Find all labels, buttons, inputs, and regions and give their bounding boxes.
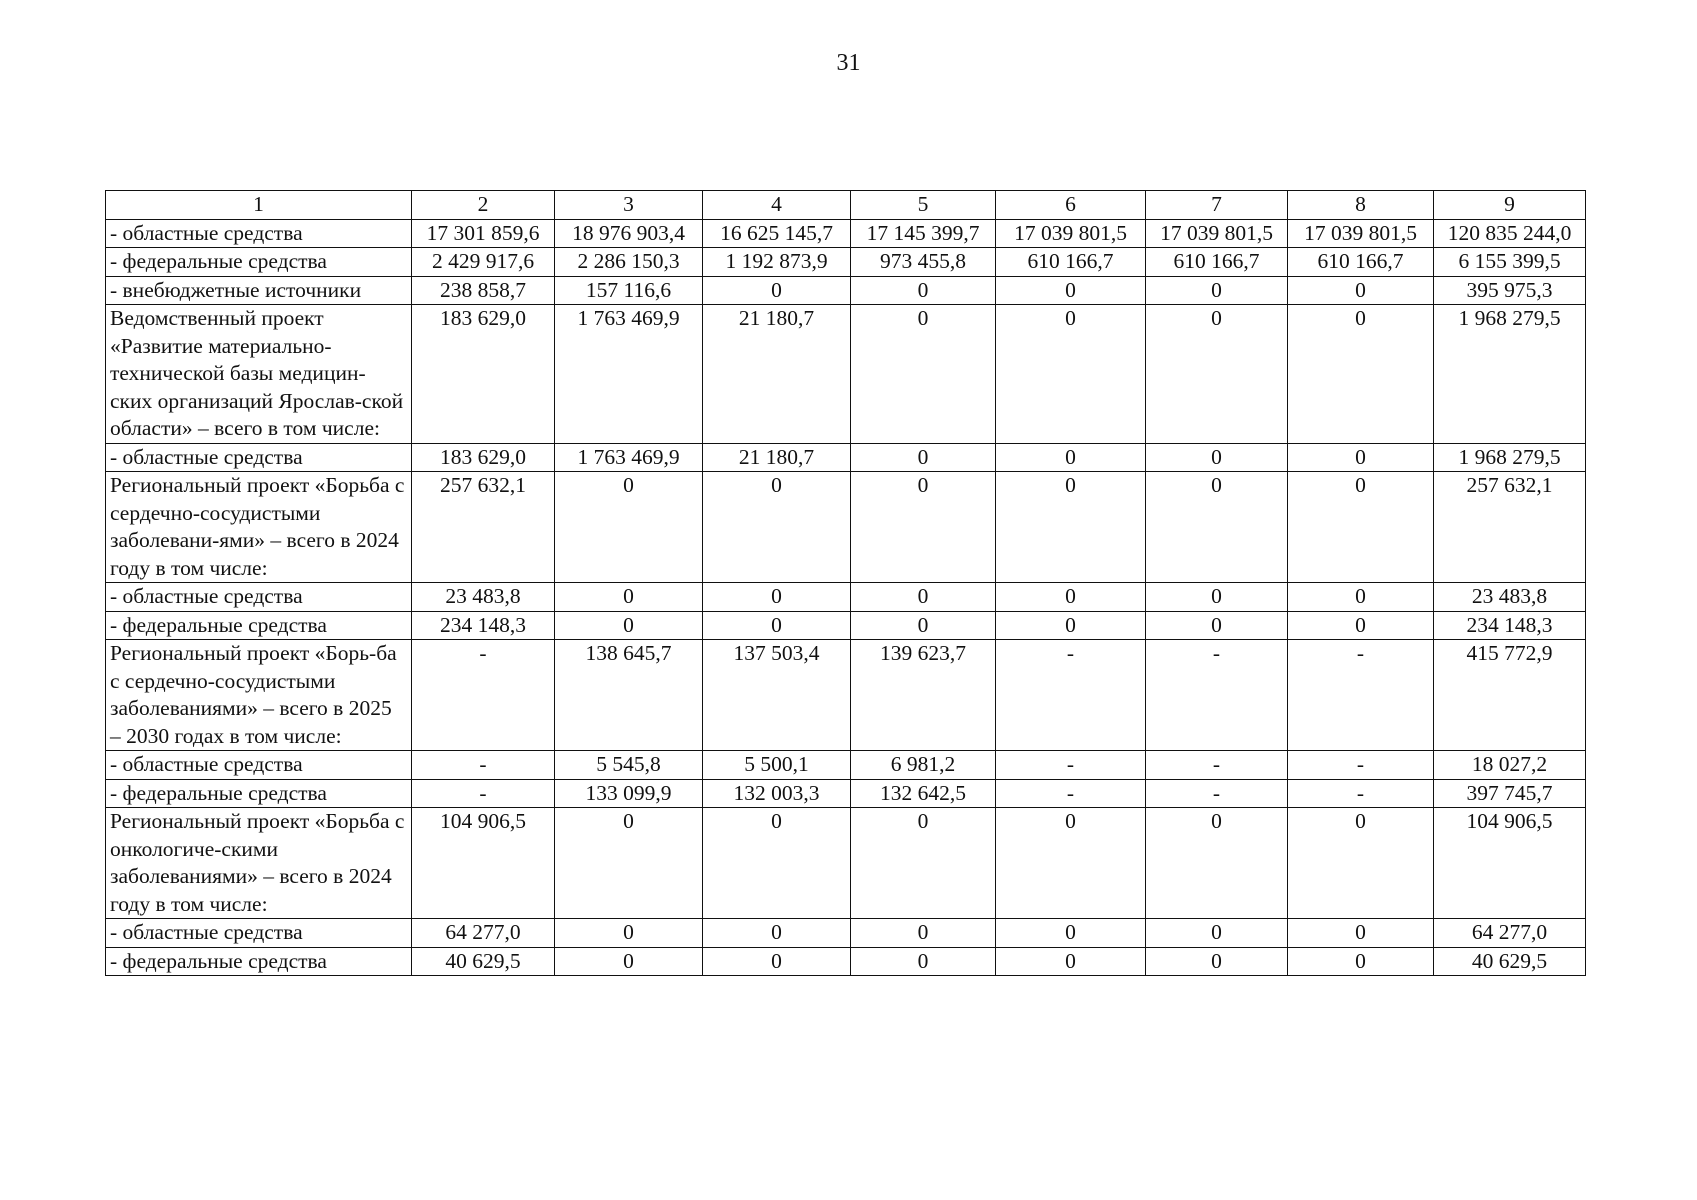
table-cell: 0 xyxy=(1288,472,1434,583)
table-cell: 257 632,1 xyxy=(1434,472,1586,583)
table-row xyxy=(106,611,1586,640)
table-row xyxy=(106,443,1586,472)
table-cell: 415 772,9 xyxy=(1434,640,1586,751)
table-cell: 23 483,8 xyxy=(412,583,555,612)
table-cell: 40 629,5 xyxy=(1434,947,1586,976)
row-label: - областные средства xyxy=(106,583,412,612)
table-cell: 0 xyxy=(703,611,851,640)
column-header: 2 xyxy=(412,191,555,220)
table-cell: 234 148,3 xyxy=(1434,611,1586,640)
table-header-row xyxy=(106,191,1586,220)
table-cell: 0 xyxy=(555,947,703,976)
table-cell: 0 xyxy=(703,472,851,583)
table-row xyxy=(106,305,1586,444)
table-cell: 234 148,3 xyxy=(412,611,555,640)
table-cell: 0 xyxy=(851,583,996,612)
table-cell: 21 180,7 xyxy=(703,443,851,472)
row-label: - федеральные средства xyxy=(106,248,412,277)
table-cell: 0 xyxy=(851,947,996,976)
table-cell: 132 642,5 xyxy=(851,779,996,808)
row-label: Региональный проект «Борьба с онкологиче-скими заболеваниями» – всего в 2024 году в том числе: xyxy=(106,808,412,919)
table-cell: 0 xyxy=(555,919,703,948)
table-cell: 395 975,3 xyxy=(1434,276,1586,305)
table-cell: 21 180,7 xyxy=(703,305,851,444)
table-row xyxy=(106,276,1586,305)
table-cell: 0 xyxy=(996,472,1146,583)
table-cell: 0 xyxy=(555,472,703,583)
table-cell: 0 xyxy=(996,305,1146,444)
row-label: - федеральные средства xyxy=(106,947,412,976)
table-cell: 6 981,2 xyxy=(851,751,996,780)
table-cell: 104 906,5 xyxy=(412,808,555,919)
table-cell: 17 145 399,7 xyxy=(851,219,996,248)
table-cell: 0 xyxy=(1288,919,1434,948)
row-label: - областные средства xyxy=(106,919,412,948)
row-label: - федеральные средства xyxy=(106,779,412,808)
table-cell: 1 763 469,9 xyxy=(555,305,703,444)
row-label: - федеральные средства xyxy=(106,611,412,640)
table-cell: 2 286 150,3 xyxy=(555,248,703,277)
table-cell: - xyxy=(996,779,1146,808)
table-cell: 0 xyxy=(996,276,1146,305)
table-cell: 1 763 469,9 xyxy=(555,443,703,472)
table-row xyxy=(106,779,1586,808)
row-label: - внебюджетные источники xyxy=(106,276,412,305)
table-cell: 0 xyxy=(996,443,1146,472)
table-cell: 0 xyxy=(555,808,703,919)
table-cell: 17 301 859,6 xyxy=(412,219,555,248)
table-cell: 64 277,0 xyxy=(412,919,555,948)
table-cell: 0 xyxy=(1288,305,1434,444)
table-cell: 1 968 279,5 xyxy=(1434,305,1586,444)
table-cell: 139 623,7 xyxy=(851,640,996,751)
table-cell: 0 xyxy=(996,808,1146,919)
table-cell: 0 xyxy=(703,808,851,919)
table-row xyxy=(106,808,1586,919)
table-cell: 0 xyxy=(1146,611,1288,640)
table-cell: 0 xyxy=(703,276,851,305)
table-cell: 0 xyxy=(1288,947,1434,976)
column-header: 6 xyxy=(996,191,1146,220)
table-cell: 238 858,7 xyxy=(412,276,555,305)
column-header: 3 xyxy=(555,191,703,220)
table-cell: 18 027,2 xyxy=(1434,751,1586,780)
table-cell: 183 629,0 xyxy=(412,443,555,472)
table-cell: 120 835 244,0 xyxy=(1434,219,1586,248)
table-cell: 5 500,1 xyxy=(703,751,851,780)
table-cell: 17 039 801,5 xyxy=(996,219,1146,248)
table-cell: 0 xyxy=(1146,808,1288,919)
table-cell: 16 625 145,7 xyxy=(703,219,851,248)
row-label: Региональный проект «Борьба с сердечно-сосудистыми заболевани-ями» – всего в 2024 году в том числе: xyxy=(106,472,412,583)
table-cell: 0 xyxy=(996,611,1146,640)
table-cell: 183 629,0 xyxy=(412,305,555,444)
table-cell: 0 xyxy=(555,583,703,612)
table-row xyxy=(106,248,1586,277)
table-cell: 40 629,5 xyxy=(412,947,555,976)
table-cell: 0 xyxy=(1288,443,1434,472)
table-cell: 0 xyxy=(703,583,851,612)
table-row xyxy=(106,751,1586,780)
table-cell: 0 xyxy=(703,919,851,948)
table-cell: - xyxy=(996,751,1146,780)
table-cell: - xyxy=(1288,751,1434,780)
table-cell: 0 xyxy=(1288,611,1434,640)
table-cell: 0 xyxy=(1146,276,1288,305)
table-cell: 0 xyxy=(851,611,996,640)
row-label: Региональный проект «Борь-ба с сердечно-сосудистыми заболеваниями» – всего в 2025 – 2030 годах в том числе: xyxy=(106,640,412,751)
table-cell: 0 xyxy=(851,276,996,305)
table-cell: - xyxy=(1146,779,1288,808)
table-cell: 157 116,6 xyxy=(555,276,703,305)
column-header: 7 xyxy=(1146,191,1288,220)
table-cell: 64 277,0 xyxy=(1434,919,1586,948)
table-cell: 0 xyxy=(996,919,1146,948)
table-cell: 610 166,7 xyxy=(996,248,1146,277)
table-cell: 0 xyxy=(851,472,996,583)
table-cell: 610 166,7 xyxy=(1288,248,1434,277)
column-header: 5 xyxy=(851,191,996,220)
table-cell: 2 429 917,6 xyxy=(412,248,555,277)
table-row xyxy=(106,583,1586,612)
table-cell: - xyxy=(1146,751,1288,780)
table-cell: 18 976 903,4 xyxy=(555,219,703,248)
budget-table xyxy=(105,190,1586,976)
table-row xyxy=(106,947,1586,976)
table-cell: 0 xyxy=(996,947,1146,976)
table-row xyxy=(106,219,1586,248)
table-cell: 0 xyxy=(703,947,851,976)
table-cell: 0 xyxy=(851,443,996,472)
table-cell: 397 745,7 xyxy=(1434,779,1586,808)
table-cell: - xyxy=(1288,640,1434,751)
table-cell: - xyxy=(1146,640,1288,751)
column-header: 4 xyxy=(703,191,851,220)
table-cell: - xyxy=(412,779,555,808)
table-cell: 5 545,8 xyxy=(555,751,703,780)
table-cell: 0 xyxy=(1146,583,1288,612)
column-header: 1 xyxy=(106,191,412,220)
table-cell: 17 039 801,5 xyxy=(1288,219,1434,248)
table-cell: 1 968 279,5 xyxy=(1434,443,1586,472)
table-cell: 257 632,1 xyxy=(412,472,555,583)
table-cell: - xyxy=(412,640,555,751)
table-cell: - xyxy=(412,751,555,780)
column-header: 8 xyxy=(1288,191,1434,220)
table-cell: 137 503,4 xyxy=(703,640,851,751)
table-cell: 6 155 399,5 xyxy=(1434,248,1586,277)
table-cell: 0 xyxy=(1146,919,1288,948)
page-number: 31 xyxy=(836,50,861,76)
table-cell: 973 455,8 xyxy=(851,248,996,277)
table-row xyxy=(106,640,1586,751)
table-cell: 133 099,9 xyxy=(555,779,703,808)
table-cell: 0 xyxy=(851,808,996,919)
table-cell: 0 xyxy=(1288,276,1434,305)
table-cell: - xyxy=(1288,779,1434,808)
table-cell: 0 xyxy=(1146,947,1288,976)
table-cell: 0 xyxy=(851,919,996,948)
table-cell: 1 192 873,9 xyxy=(703,248,851,277)
table-cell: 0 xyxy=(996,583,1146,612)
table-row xyxy=(106,472,1586,583)
table-cell: 0 xyxy=(1146,472,1288,583)
row-label: - областные средства xyxy=(106,751,412,780)
column-header: 9 xyxy=(1434,191,1586,220)
table-cell: - xyxy=(996,640,1146,751)
table-cell: 0 xyxy=(1288,583,1434,612)
table-cell: 610 166,7 xyxy=(1146,248,1288,277)
row-label: - областные средства xyxy=(106,443,412,472)
table-cell: 0 xyxy=(1288,808,1434,919)
row-label: Ведомственный проект «Развитие материально-технической базы медицин-ских организаций Ярослав-ской области» – всего в том числе: xyxy=(106,305,412,444)
table-cell: 17 039 801,5 xyxy=(1146,219,1288,248)
table-cell: 0 xyxy=(1146,443,1288,472)
row-label: - областные средства xyxy=(106,219,412,248)
table-row xyxy=(106,919,1586,948)
table-cell: 132 003,3 xyxy=(703,779,851,808)
table-cell: 0 xyxy=(555,611,703,640)
table-body xyxy=(106,219,1586,976)
table-cell: 0 xyxy=(1146,305,1288,444)
table-cell: 104 906,5 xyxy=(1434,808,1586,919)
table-cell: 0 xyxy=(851,305,996,444)
table-cell: 138 645,7 xyxy=(555,640,703,751)
table-cell: 23 483,8 xyxy=(1434,583,1586,612)
